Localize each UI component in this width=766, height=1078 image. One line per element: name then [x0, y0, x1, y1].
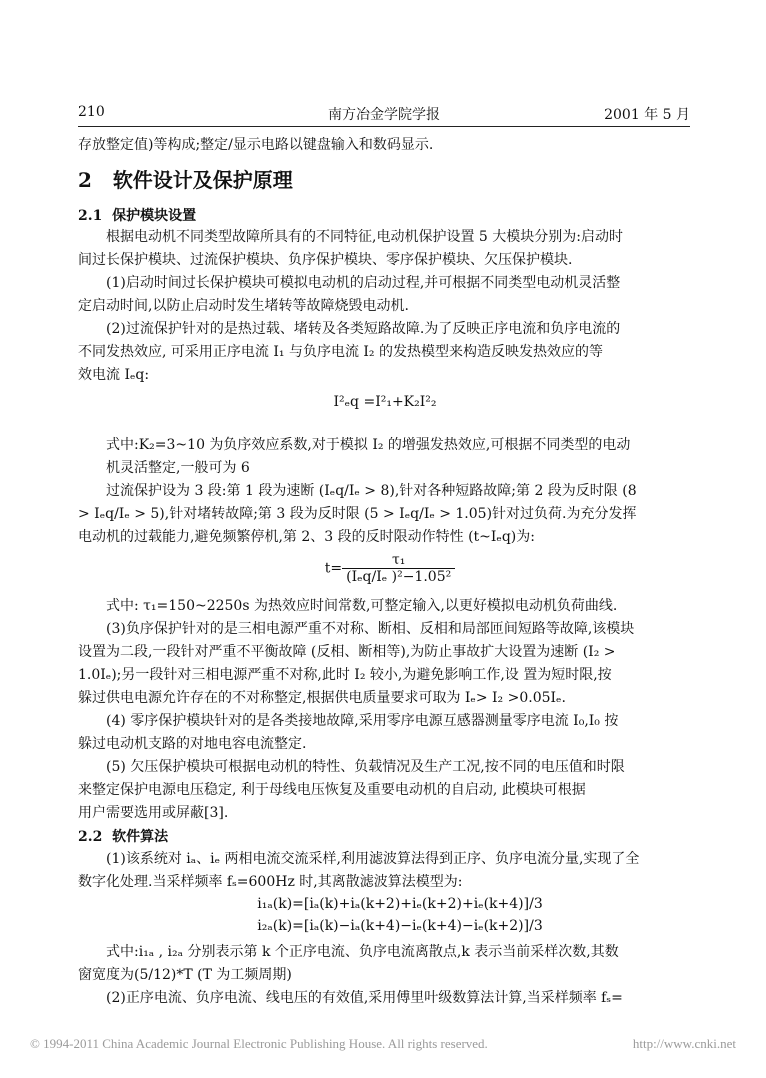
body-line: 不同发热效应, 可采用正序电流 I₁ 与负序电流 I₂ 的发热模型来构造反映发热效应的等 — [78, 344, 603, 360]
subsection-number: 2.2 — [78, 829, 103, 845]
subsection-heading — [78, 205, 196, 225]
page-number: 210 — [78, 104, 105, 120]
body-line: 躲过供电电源允许存在的不对称整定,根据供电质量要求可取为 Iₑ> I₂ >0.05Iₑ. — [78, 690, 566, 706]
body-line: 窗宽度为(5/12)*T (T 为工频周期) — [78, 967, 292, 983]
body-line: 设置为二段,一段针对严重不平衡故障 (反相、断相等),为防止事故扩大设置为速断 (I₂ > — [78, 644, 616, 660]
fraction — [342, 552, 455, 585]
running-header — [78, 104, 690, 127]
subsection-heading — [78, 826, 168, 846]
body-line: (1)启动时间过长保护模块可模拟电动机的启动过程,并可根据不同类型电动机灵活整 — [106, 275, 621, 291]
journal-title: 南方冶金学院学报 — [328, 107, 440, 123]
body-line: 机灵活整定,一般可为 6 — [106, 460, 250, 476]
body-line: 1.0Iₑ);另一段针对三相电源严重不对称,此时 I₂ 较小,为避免影响工作,设 置为短时限,按 — [78, 667, 612, 683]
equation-lhs: t= — [324, 560, 343, 577]
body-line: 间过长保护模块、过流保护模块、负序保护模块、零序保护模块、欠压保护模块. — [78, 252, 573, 268]
body-line: 式中:i₁ₐ , i₂ₐ 分别表示第 k 个正序电流、负序电流离散点,k 表示当前采样次数,其数 — [106, 944, 619, 960]
body-line: 式中: τ₁=150~2250s 为热效应时间常数,可整定输入,以更好模拟电动机负荷曲线. — [106, 598, 618, 614]
body-line: 式中:K₂=3~10 为负序效应系数,对于模拟 I₂ 的增强发热效应,可根据不同类型的电动 — [106, 437, 631, 453]
issue-date: 2001 年 5 月 — [604, 107, 690, 123]
body-line: 数字化处理.当采样频率 fₛ=600Hz 时,其离散滤波算法模型为: — [78, 874, 463, 890]
copyright-footer — [30, 1036, 736, 1052]
section-number: 2 — [78, 168, 92, 192]
section-heading — [78, 164, 293, 193]
body-line: 躲过电动机支路的对地电容电流整定. — [78, 736, 307, 752]
fraction-numerator: τ₁ — [342, 552, 455, 569]
body-line: (4) 零序保护模块针对的是各类接地故障,采用零序电源互感器测量零序电流 I₀,I₀ 按 — [106, 713, 619, 729]
body-line: 存放整定值)等构成;整定/显示电路以键盘输入和数码显示. — [78, 137, 434, 153]
body-line: 来整定保护电源电压稳定, 利于母线电压恢复及重要电动机的自启动, 此模块可根据 — [78, 782, 586, 798]
body-line: > Iₑq/Iₑ > 5),针对堵转故障;第 3 段为反时限 (5 > Iₑq/Iₑ > 1.05)针对过负荷.为充分发挥 — [78, 506, 637, 522]
equation-inverse-time — [290, 552, 490, 585]
body-line: 电动机的过载能力,避免频繁停机,第 2、3 段的反时限动作特性 (t~Iₑq)为: — [78, 529, 535, 545]
body-line: 根据电动机不同类型故障所具有的不同特征,电动机保护设置 5 大模块分别为:启动时 — [106, 229, 623, 245]
copyright-text: © 1994-2011 China Academic Journal Electronic Publishing House. All rights reserved. — [30, 1036, 488, 1051]
equation-negative-sequence: i₂ₐ(k)=[iₐ(k)−iₐ(k+4)−iₑ(k+4)−iₑ(k+2)]/3 — [257, 918, 543, 934]
fraction-denominator: (Iₑq/Iₑ )²−1.05² — [346, 569, 452, 585]
body-line: (1)该系统对 iₐ、iₑ 两相电流交流采样,利用滤波算法得到正序、负序电流分量,实现了全 — [106, 851, 640, 867]
equation-positive-sequence: i₁ₐ(k)=[iₐ(k)+iₐ(k+2)+iₑ(k+2)+iₑ(k+4)]/3 — [257, 896, 543, 912]
body-line: (5) 欠压保护模块可根据电动机的特性、负载情况及生产工况,按不同的电压值和时限 — [106, 759, 625, 775]
footer-url: http://www.cnki.net — [632, 1036, 736, 1051]
body-line: 用户需要选用或屏蔽[3]. — [78, 805, 229, 821]
subsection-number: 2.1 — [78, 208, 103, 224]
section-title: 软件设计及保护原理 — [112, 168, 293, 192]
body-line: 定启动时间,以防止启动时发生堵转等故障烧毁电动机. — [78, 298, 409, 314]
body-line: 过流保护设为 3 段:第 1 段为速断 (Iₑq/Iₑ > 8),针对各种短路故障;第 2 段为反时限 (8 — [106, 483, 637, 499]
body-line: (3)负序保护针对的是三相电源严重不对称、断相、反相和局部匝间短路等故障,该模块 — [106, 621, 635, 637]
equation-equivalent-current: I²ₑq =I²₁+K₂I²₂ — [333, 394, 437, 410]
body-line: (2)正序电流、负序电流、线电压的有效值,采用傅里叶级数算法计算,当采样频率 fₛ= — [106, 990, 623, 1006]
subsection-title: 保护模块设置 — [112, 208, 197, 224]
body-line: (2)过流保护针对的是热过载、堵转及各类短路故障.为了反映正序电流和负序电流的 — [106, 321, 621, 337]
subsection-title: 软件算法 — [112, 829, 169, 845]
body-line: 效电流 Iₑq: — [78, 367, 150, 383]
